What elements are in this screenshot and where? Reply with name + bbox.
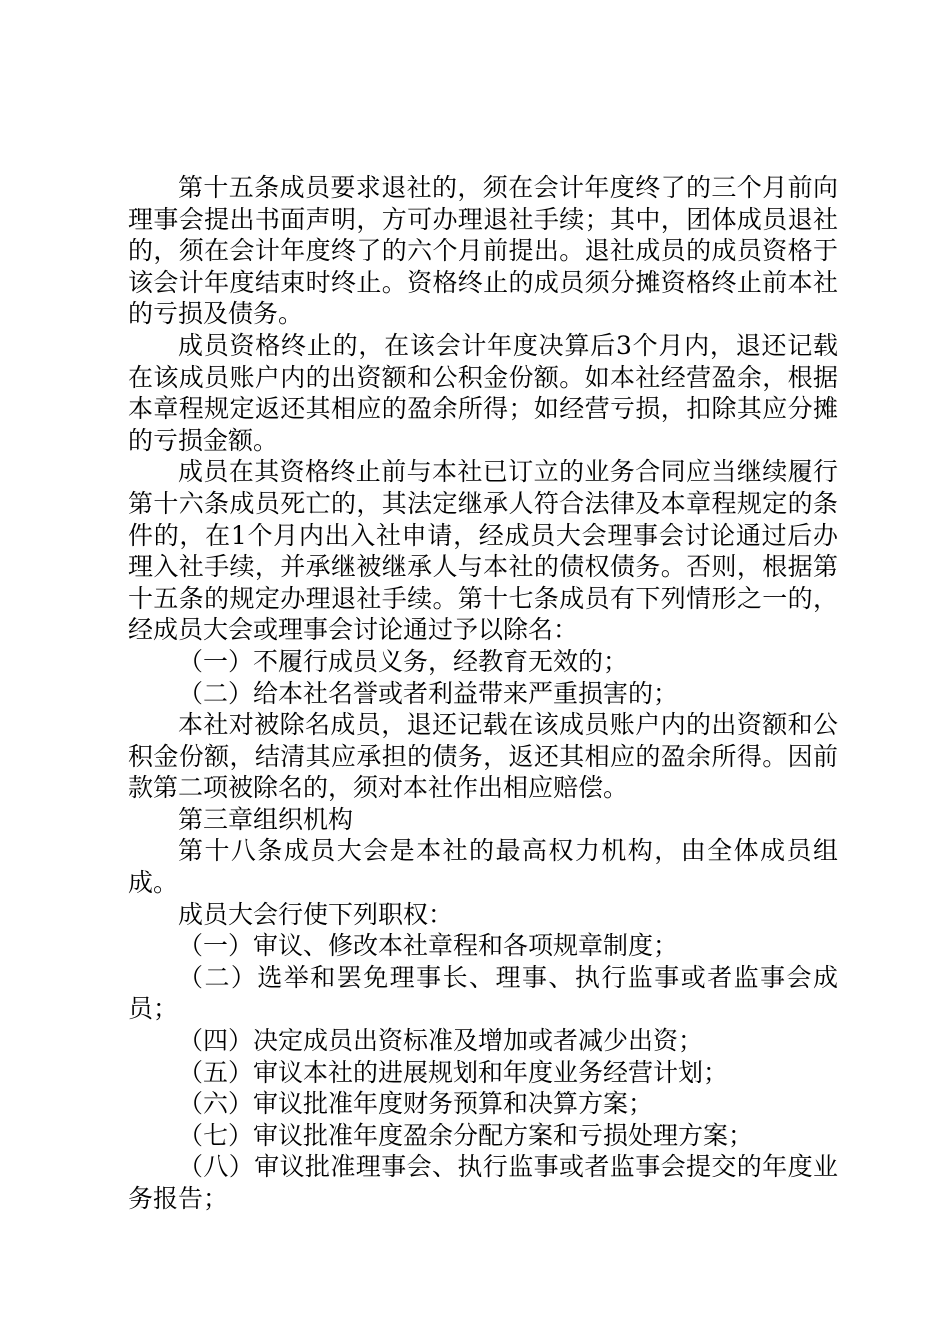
paragraph-general-assembly: 第十八条成员大会是本社的最高权力机构，由全体成员组成。 [128, 836, 838, 898]
list-item-power-7: （七）审议批准年度盈余分配方案和亏损处理方案； [178, 1120, 754, 1150]
list-item-power-4: （四）决定成员出资标准及增加或者减少出资； [178, 1026, 704, 1056]
paragraph-withdrawal: 第十五条成员要求退社的，须在会计年度终了的三个月前向理事会提出书面声明，方可办理退社手续；其中，团体成员退社的，须在会计年度终了的六个月前提出。退社成员的成员资格于该会计年度结束时终止。资格终止的成员须分摊资格终止前本社的亏损及债务。 [128, 173, 838, 329]
list-item-expulsion-1: （一）不履行成员义务，经教育无效的； [178, 646, 629, 676]
list-item-power-8: （八）审议批准理事会、执行监事或者监事会提交的年度业务报告； [128, 1152, 838, 1213]
list-item-power-1: （一）审议、修改本社章程和各项规章制度； [178, 931, 679, 961]
list-item-expulsion-2: （二）给本社名誉或者利益带来严重损害的； [178, 678, 679, 708]
list-item-power-2: （二）选举和罢免理事长、理事、执行监事或者监事会成员； [128, 962, 838, 1024]
document-body [128, 172, 838, 1215]
list-item-power-6: （六）审议批准年度财务预算和决算方案； [178, 1089, 654, 1119]
paragraph-contracts-inheritance: 成员在其资格终止前与本社已订立的业务合同应当继续履行第十六条成员死亡的，其法定继承人符合法律及本章程规定的条件的，在1个月内出入社申请，经成员大会理事会讨论通过后办理入社手续，并承继被继承人与本社的债权债务。否则，根据第十五条的规定办理退社手续。第十七条成员有下列情形之一的，经成员大会或理事会讨论通过予以除名： [128, 457, 838, 645]
paragraph-expelled-members: 本社对被除名成员，退还记载在该成员账户内的出资额和公积金份额，结清其应承担的债务，返还其相应的盈余所得。因前款第二项被除名的，须对本社作出相应赔偿。 [128, 710, 838, 803]
paragraph-powers-intro: 成员大会行使下列职权： [178, 899, 454, 929]
paragraph-termination-refund: 成员资格终止的，在该会计年度决算后3个月内，退还记载在该成员账户内的出资额和公积金份额。如本社经营盈余，根据本章程规定返还其相应的盈余所得；如经营亏损，扣除其应分摊的亏损金额。 [128, 330, 838, 455]
chapter-heading: 第三章组织机构 [178, 804, 354, 834]
list-item-power-5: （五）审议本社的进展规划和年度业务经营计划； [178, 1057, 729, 1087]
